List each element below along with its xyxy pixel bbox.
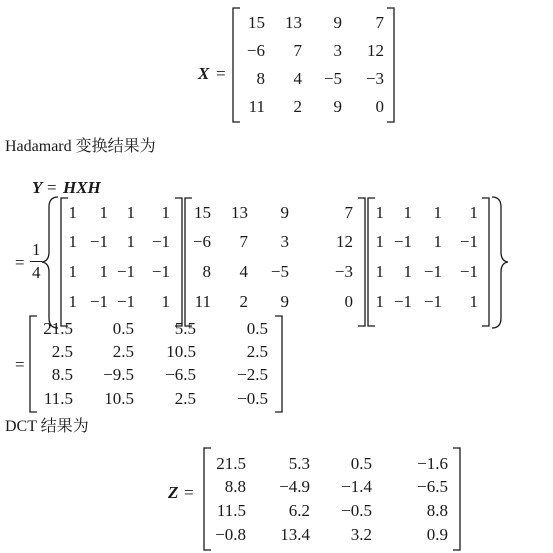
y-variable: Y [32, 178, 43, 197]
matrix-cell: 1 [469, 203, 478, 222]
matrix-cell: 3 [280, 232, 289, 251]
matrix-cell: 1 [375, 292, 384, 311]
matrix-cell: −1 [89, 232, 108, 251]
matrix-cell: −6 [246, 41, 265, 60]
matrix-cell: 1 [68, 203, 77, 222]
matrix-cell: 1 [68, 262, 77, 281]
matrix-cell: 9 [280, 203, 289, 222]
fraction-numerator: 1 [32, 240, 41, 259]
left-curly-brace [42, 197, 58, 328]
h-matrix-1-right-bracket [175, 198, 182, 326]
hxh-expression: HXH [63, 178, 101, 197]
matrix-cell: −3 [365, 69, 384, 88]
matrix-cell: −1 [459, 232, 478, 251]
matrix-cell: 1 [433, 203, 442, 222]
matrix-cell: 7 [375, 13, 384, 32]
fraction-denominator: 4 [32, 263, 41, 282]
x-matrix-left-bracket [233, 8, 240, 122]
matrix-cell: 11.5 [216, 501, 246, 520]
x-variable: X [198, 64, 210, 83]
matrix-cell: 9 [280, 292, 289, 311]
matrix-cell: 1 [375, 262, 384, 281]
matrix-cell: 4 [239, 262, 248, 281]
h-matrix-2-right-bracket [482, 198, 489, 326]
matrix-cell: −6.5 [165, 365, 196, 384]
matrix-cell: 11 [248, 97, 265, 116]
matrix-cell: 1 [375, 232, 384, 251]
matrix-cell: 1 [68, 232, 77, 251]
matrix-cell: −1.4 [341, 477, 372, 496]
matrix-cell: −1 [116, 292, 135, 311]
z-variable: Z [168, 483, 179, 502]
matrix-cell: 11 [194, 292, 211, 311]
matrix-cell: −1 [151, 262, 170, 281]
matrix-cell: 1 [469, 292, 478, 311]
matrix-cell: 1 [126, 232, 135, 251]
matrix-cell: 1 [403, 262, 412, 281]
matrix-cell: −1 [393, 292, 412, 311]
matrix-cell: 4 [293, 69, 302, 88]
matrix-cell: −1 [116, 262, 135, 281]
matrix-cell: 5.3 [288, 454, 310, 473]
matrix-cell: −1 [423, 292, 442, 311]
matrix-cell: 10.5 [166, 342, 196, 361]
matrix-cell: 1 [161, 292, 170, 311]
right-curly-brace [492, 197, 508, 328]
x-matrix-2-right-bracket [358, 198, 365, 326]
x-matrix-2-left-bracket [185, 198, 192, 326]
matrix-cell: 21.5 [216, 454, 246, 473]
matrix-cell: 1 [403, 203, 412, 222]
x-equals-sign: = [216, 64, 226, 83]
matrix-cell: 15 [248, 13, 265, 32]
matrix-cell: 7 [239, 232, 248, 251]
matrix-cell: 21.5 [43, 319, 73, 338]
matrix-cell: 2.5 [112, 342, 134, 361]
matrix-cell: 13 [231, 203, 248, 222]
matrix-cell: −9.5 [103, 365, 134, 384]
matrix-cell: 1 [161, 203, 170, 222]
matrix-cell: −6 [192, 232, 211, 251]
matrix-cell: 0.5 [246, 319, 268, 338]
matrix-cell: 3.2 [350, 525, 372, 544]
dct-label: DCT 结果为 [5, 418, 89, 435]
result-matrix-left-bracket [30, 316, 37, 412]
matrix-cell: 11.5 [43, 389, 73, 408]
matrix-cell: 8.8 [224, 477, 246, 496]
matrix-cell: −2.5 [237, 365, 268, 384]
hadamard-label: Hadamard 变换结果为 [5, 138, 156, 155]
matrix-cell: 13.4 [280, 525, 310, 544]
y-equals-sign: = [47, 178, 57, 197]
matrix-cell: 15 [194, 203, 211, 222]
matrix-cell: 0.9 [426, 525, 448, 544]
matrix-cell: 2.5 [51, 342, 73, 361]
h-matrix-1-left-bracket [61, 198, 68, 326]
matrix-cell: 1 [99, 203, 108, 222]
matrix-cell: 1 [99, 262, 108, 281]
matrix-cell: 9 [333, 13, 342, 32]
matrix-cell: 8 [256, 69, 265, 88]
matrix-cell: 3 [333, 41, 342, 60]
matrix-cell: 7 [344, 203, 353, 222]
matrix-cell: −1 [89, 292, 108, 311]
matrix-cell: −1 [151, 232, 170, 251]
matrix-cell: −1.6 [417, 454, 448, 473]
matrix-cell: −0.5 [237, 389, 268, 408]
matrix-cell: 1 [68, 292, 77, 311]
matrix-cell: −1 [393, 232, 412, 251]
matrix-cell: 2.5 [174, 389, 196, 408]
matrix-cell: 2 [293, 97, 302, 116]
matrix-cell: 1 [375, 203, 384, 222]
matrix-cell: 8.8 [426, 501, 448, 520]
matrix-cell: 12 [367, 41, 384, 60]
matrix-cell: −6.5 [417, 477, 448, 496]
matrix-cell: 9 [333, 97, 342, 116]
matrix-cell: 2 [239, 292, 248, 311]
matrix-cell: 7 [293, 41, 302, 60]
matrix-cell: −0.8 [215, 525, 246, 544]
matrix-cell: −1 [459, 262, 478, 281]
matrix-cell: 1 [433, 232, 442, 251]
matrix-cell: 0 [375, 97, 384, 116]
z-equals-sign: = [184, 483, 194, 502]
matrix-cell: 6.2 [288, 501, 310, 520]
matrix-cell: −1 [423, 262, 442, 281]
matrix-cell: 0.5 [112, 319, 134, 338]
matrix-cell: −5 [323, 69, 342, 88]
matrix-cell: 13 [285, 13, 302, 32]
matrix-cell: 0.5 [350, 454, 372, 473]
matrix-cell: −0.5 [341, 501, 372, 520]
equals-sign-2: = [15, 253, 25, 272]
matrix-cell: 0 [344, 292, 353, 311]
matrix-cell: 8.5 [51, 365, 73, 384]
equals-sign-3: = [15, 355, 25, 374]
matrix-cell: 10.5 [104, 389, 134, 408]
matrix-cell: 2.5 [246, 342, 268, 361]
matrix-cell: −3 [334, 262, 353, 281]
z-matrix-left-bracket [204, 448, 211, 550]
matrix-cell: 1 [126, 203, 135, 222]
matrix-cell: 5.5 [174, 319, 196, 338]
matrix-cell: −5 [270, 262, 289, 281]
matrix-cell: 12 [336, 232, 353, 251]
matrix-cell: −4.9 [279, 477, 310, 496]
x-matrix-right-bracket [387, 8, 394, 122]
h-matrix-2-left-bracket [368, 198, 375, 326]
z-matrix-right-bracket [453, 448, 460, 550]
result-matrix-right-bracket [275, 316, 282, 412]
matrix-cell: 8 [202, 262, 211, 281]
